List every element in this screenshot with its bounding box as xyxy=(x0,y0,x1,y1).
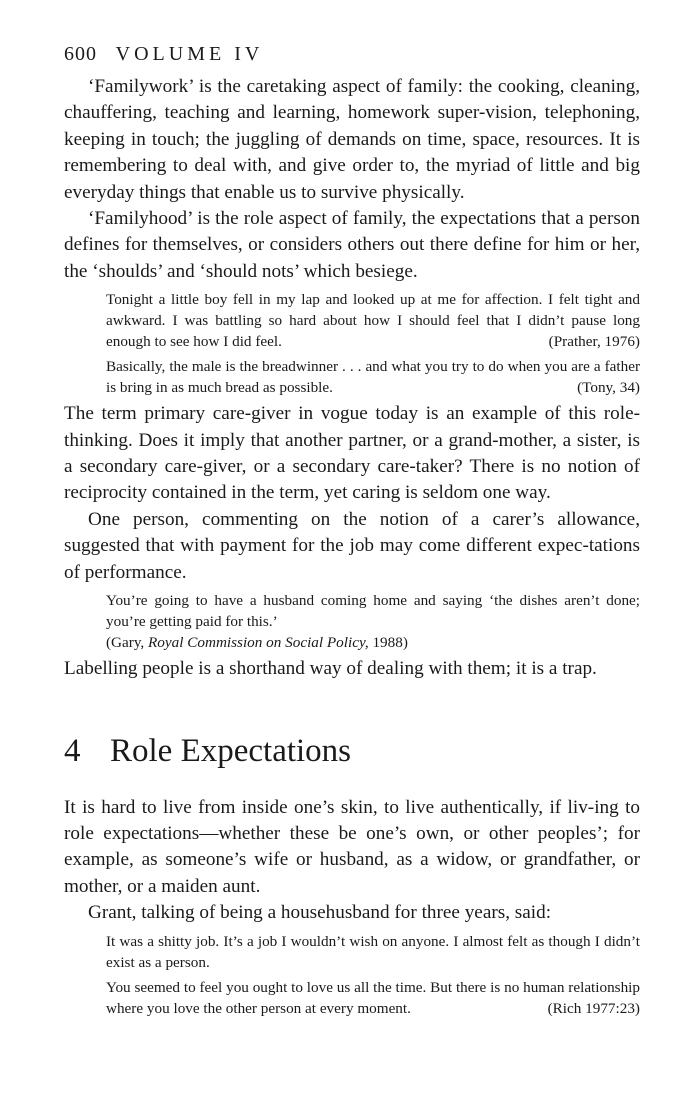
quote-text: Basically, the male is the breadwinner . . . and what you try to do when you are a father is bring in as much bread as possible. xyxy=(106,358,640,397)
quote-citation: (Rich 1977:23) xyxy=(547,999,640,1017)
page-number: 600 xyxy=(64,43,97,65)
volume-label: VOLUME IV xyxy=(115,43,264,65)
quote-text: It was a shitty job. It’s a job I wouldn’t wish on anyone. I almost felt as though I didn’t exist as a person. xyxy=(106,932,640,971)
quote-text: You’re going to have a husband coming home and saying ‘the dishes aren’t done; you’re getting paid for this.’ xyxy=(106,592,640,631)
quote-citation: (Tony, 34) xyxy=(577,379,640,397)
paragraph-role-expectations: It is hard to live from inside one’s skin, to live authentically, if liv-ing to role expectations—whether these be one’s own, or other peoples’; for example, as someone’s wife or husband, as a widow, or grandfather, or mother, or a maiden aunt. xyxy=(64,796,640,897)
block-quote-rich xyxy=(106,977,640,1019)
quote-citation: (Prather, 1976) xyxy=(548,333,640,351)
paragraph-grant: Grant, talking of being a househusband for three years, said: xyxy=(88,902,552,924)
section-title: Role Expectations xyxy=(110,732,352,769)
block-quote-prather xyxy=(106,289,640,352)
block-quote-grant xyxy=(106,931,640,973)
citation-author: (Gary, xyxy=(106,634,149,652)
paragraph-carers-allowance: One person, commenting on the notion of a carer’s allowance, suggested that with payment for the job may come different expec-tations of performance. xyxy=(64,508,640,583)
document-page xyxy=(64,40,640,1022)
quote-text: You seemed to feel you ought to love us all the time. But there is no human relationship where you love the other person at every moment. xyxy=(106,978,640,1017)
paragraph-familywork: ‘Familywork’ is the caretaking aspect of family: the cooking, cleaning, chauffering, teaching and learning, homework super-vision, telephoning, keeping in touch; the juggling of demands on time, space, resources. It is remembering to deal with, and give order to, the myriad of little and big everyday things that enable us to survive physically. xyxy=(64,76,640,203)
section-heading xyxy=(64,731,640,771)
quote-text: Tonight a little boy fell in my lap and looked up at me for affection. I felt tight and awkward. I was battling so hard about how I should feel that I didn’t pause long enough to see how I did feel. xyxy=(106,291,640,351)
paragraph-labelling: Labelling people is a shorthand way of dealing with them; it is a trap. xyxy=(64,658,597,680)
citation-year: 1988) xyxy=(368,634,408,652)
block-quote-gary xyxy=(106,590,640,653)
section-number: 4 xyxy=(64,732,81,769)
quote-citation xyxy=(106,632,640,653)
citation-source: Royal Commission on Social Policy, xyxy=(148,634,369,652)
running-header xyxy=(64,40,640,68)
paragraph-familyhood: ‘Familyhood’ is the role aspect of family, the expectations that a person defines for themselves, or considers others out there define for him or her, the ‘shoulds’ and ‘should nots’ which besiege. xyxy=(64,208,640,282)
paragraph-primary-care-giver: The term primary care-giver in vogue today is an example of this role-thinking. Does it imply that another partner, or a grand-mother, a sister, is a secondary care-giver, or a secondary care-taker? There is no notion of reciprocity contained in the term, yet caring is seldom one way. xyxy=(64,403,640,504)
block-quote-tony xyxy=(106,356,640,398)
